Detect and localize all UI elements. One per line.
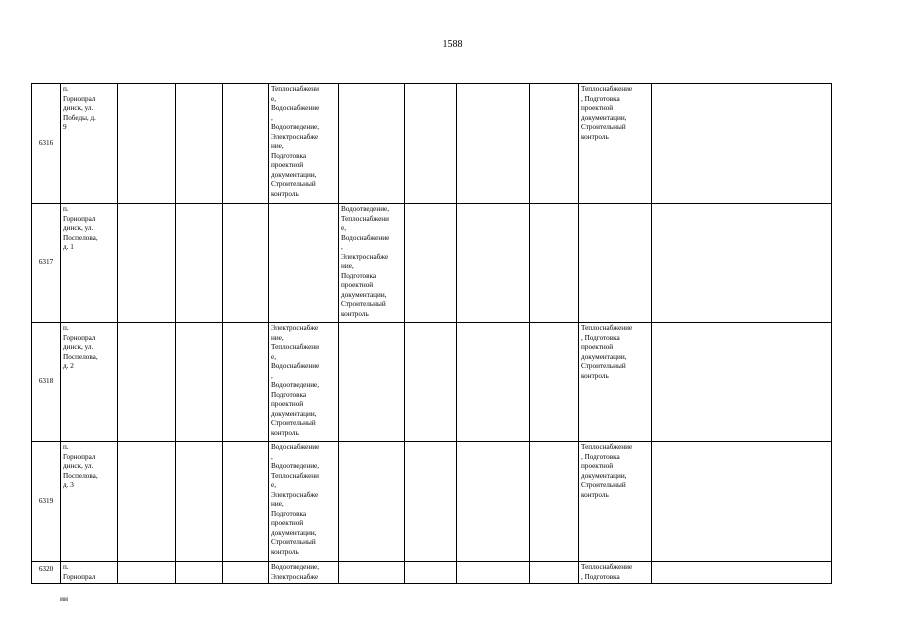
empty-cell <box>223 442 269 562</box>
empty-cell <box>652 323 832 442</box>
empty-cell <box>405 562 457 584</box>
empty-cell <box>530 442 579 562</box>
table-row <box>32 323 832 442</box>
works-cell: Теплоснабжение , Подготовка <box>579 562 652 584</box>
empty-cell <box>118 204 176 323</box>
empty-cell <box>176 204 223 323</box>
empty-cell <box>652 84 832 204</box>
empty-cell <box>176 442 223 562</box>
empty-cell <box>223 562 269 584</box>
empty-cell <box>405 323 457 442</box>
works-cell: Теплоснабжение , Подготовка проектной документации, Строительный контроль <box>579 442 652 562</box>
empty-cell <box>223 323 269 442</box>
works-cell <box>339 84 405 204</box>
works-cell: Водоотведение, Теплоснабжени е, Водоснабжение , Электроснабже ние, Подготовка проектной документации, Строительный контроль <box>339 204 405 323</box>
empty-cell <box>530 323 579 442</box>
empty-cell <box>118 442 176 562</box>
address-cell: п. Горнопрал динск, ул. Поспелова, д. 3 <box>61 442 118 562</box>
works-cell <box>579 204 652 323</box>
works-cell: Теплоснабжение , Подготовка проектной документации, Строительный контроль <box>579 323 652 442</box>
footer-note: ии <box>60 594 69 603</box>
empty-cell <box>223 84 269 204</box>
table-row <box>32 84 832 204</box>
works-cell: Водоснабжение , Водоотведение, Теплоснабжени е, Электроснабже ние, Подготовка проектной документации, Строительный контроль <box>269 442 339 562</box>
address-cell: п. Горнопрал <box>61 562 118 584</box>
works-cell: Теплоснабжение , Подготовка проектной документации, Строительный контроль <box>579 84 652 204</box>
empty-cell <box>457 323 530 442</box>
empty-cell <box>457 442 530 562</box>
empty-cell <box>118 323 176 442</box>
row-number: 6316 <box>32 84 61 204</box>
empty-cell <box>405 442 457 562</box>
empty-cell <box>176 562 223 584</box>
empty-cell <box>652 442 832 562</box>
empty-cell <box>405 84 457 204</box>
empty-cell <box>530 562 579 584</box>
empty-cell <box>652 562 832 584</box>
address-cell: п. Горнопрал динск, ул. Поспелова, д. 2 <box>61 323 118 442</box>
empty-cell <box>176 323 223 442</box>
empty-cell <box>530 204 579 323</box>
works-cell <box>269 204 339 323</box>
row-number: 6319 <box>32 442 61 562</box>
works-table <box>31 83 832 584</box>
address-cell: п. Горнопрал динск, ул. Поспелова, д. 1 <box>61 204 118 323</box>
empty-cell <box>223 204 269 323</box>
works-cell: Водоотведение, Электроснабже <box>269 562 339 584</box>
empty-cell <box>405 204 457 323</box>
empty-cell <box>652 204 832 323</box>
table-row <box>32 562 832 584</box>
row-number: 6317 <box>32 204 61 323</box>
works-cell <box>339 323 405 442</box>
row-number: 6320 <box>32 562 61 584</box>
empty-cell <box>118 84 176 204</box>
works-cell <box>339 442 405 562</box>
works-cell <box>339 562 405 584</box>
empty-cell <box>118 562 176 584</box>
empty-cell <box>457 84 530 204</box>
empty-cell <box>457 562 530 584</box>
table-row <box>32 204 832 323</box>
empty-cell <box>176 84 223 204</box>
address-cell: п. Горнопрал динск, ул. Победы, д. 9 <box>61 84 118 204</box>
page-number: 1588 <box>442 39 463 50</box>
empty-cell <box>457 204 530 323</box>
empty-cell <box>530 84 579 204</box>
works-cell: Электроснабже ние, Теплоснабжени е, Водоснабжение , Водоотведение, Подготовка проектной документации, Строительный контроль <box>269 323 339 442</box>
works-cell: Теплоснабжени е, Водоснабжение , Водоотведение, Электроснабже ние, Подготовка проектной документации, Строительный контроль <box>269 84 339 204</box>
row-number: 6318 <box>32 323 61 442</box>
table-row <box>32 442 832 562</box>
